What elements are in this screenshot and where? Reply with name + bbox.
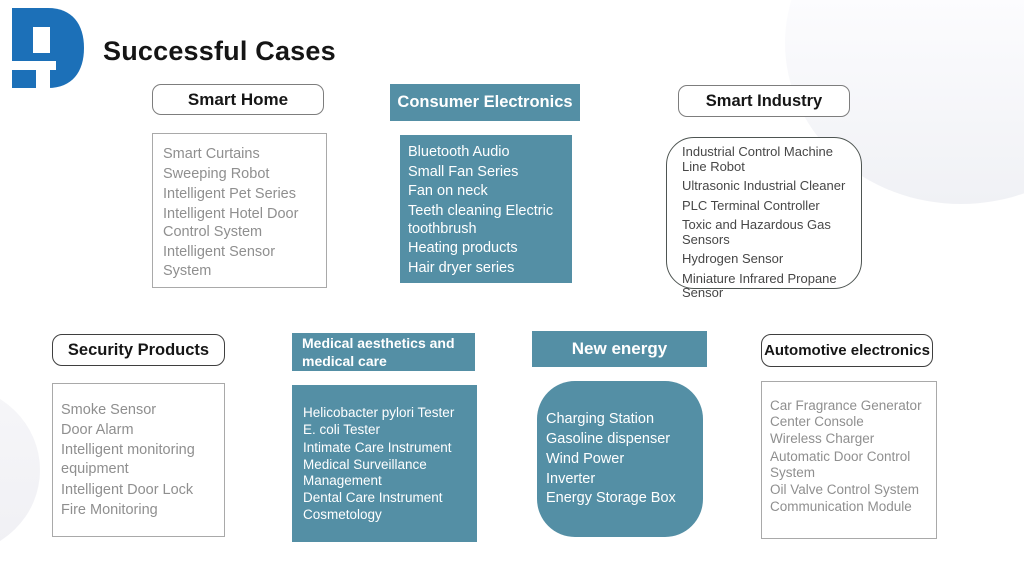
list-item: Charging Station: [546, 411, 655, 427]
list-item: Automatic Door Control System: [770, 448, 911, 480]
list-item: Hydrogen Sensor: [682, 251, 784, 267]
list-item: Helicobacter pylori Tester: [303, 405, 455, 420]
list-item: Dental Care Instrument: [303, 489, 443, 505]
list-item: Fire Monitoring: [61, 501, 158, 518]
list-item: Industrial Control Machine Line Robot: [682, 144, 834, 174]
list-item: PLC Terminal Controller: [682, 197, 820, 213]
category-header-security-products: Security Products: [52, 334, 225, 366]
list-item: Bluetooth Audio: [408, 144, 510, 160]
category-list-smart-industry: [666, 137, 862, 301]
category-list-security-products: [52, 383, 225, 537]
category-header-smart-home: Smart Home: [152, 84, 324, 115]
list-item: Miniature Infrared Propane Sensor: [682, 270, 837, 301]
list-item: Car Fragrance Generator Center Console: [770, 398, 922, 430]
list-item: Communication Module: [770, 499, 912, 515]
category-list-new-energy: [537, 381, 703, 537]
slide-title: Successful Cases: [103, 36, 336, 66]
list-item: Inverter: [546, 470, 596, 487]
category-list-medical: [292, 385, 477, 542]
brand-logo-icon: [10, 8, 86, 88]
list-item: Gasoline dispenser: [546, 430, 671, 447]
list-item: Smoke Sensor: [61, 402, 157, 418]
list-item: Ultrasonic Industrial Cleaner: [682, 178, 846, 194]
list-item: Sweeping Robot: [163, 165, 270, 182]
list-item: Smart Curtains: [163, 146, 260, 162]
category-list-smart-home: [152, 133, 327, 288]
list-item: Hair dryer series: [408, 260, 515, 277]
list-item: Wind Power: [546, 450, 625, 467]
list-item: Intelligent Sensor System: [163, 244, 276, 280]
category-header-automotive-electronics: Automotive electronics: [761, 334, 933, 367]
list-item: Cosmetology: [303, 507, 382, 523]
list-item: Energy Storage Box: [546, 490, 676, 507]
category-list-consumer-electronics: [400, 135, 572, 283]
list-item: Intelligent Hotel Door Control System: [163, 205, 299, 241]
list-item: Oil Valve Control System: [770, 481, 920, 497]
list-item: Small Fan Series: [408, 163, 519, 180]
category-header-new-energy: New energy: [532, 331, 707, 367]
list-item: Teeth cleaning Electric toothbrush: [408, 203, 554, 237]
list-item: Intelligent monitoring equipment: [61, 442, 195, 478]
list-item: Intelligent Pet Series: [163, 185, 296, 202]
list-item: Door Alarm: [61, 422, 134, 439]
category-header-medical: Medical aesthetics and medical care: [292, 333, 475, 371]
category-list-automotive-electronics: [761, 381, 937, 539]
background-blob-bottom-left: [0, 386, 40, 554]
list-item: Fan on neck: [408, 183, 488, 200]
list-item: Medical Surveillance Management: [303, 457, 427, 488]
list-item: Wireless Charger: [770, 431, 875, 447]
list-item: Heating products: [408, 240, 518, 257]
list-item: Intimate Care Instrument: [303, 439, 452, 455]
list-item: Intelligent Door Lock: [61, 481, 194, 498]
list-item: Toxic and Hazardous Gas Sensors: [682, 217, 831, 247]
category-header-consumer-electronics: Consumer Electronics: [390, 84, 580, 121]
category-header-smart-industry: Smart Industry: [678, 85, 850, 117]
list-item: E. coli Tester: [303, 422, 381, 438]
